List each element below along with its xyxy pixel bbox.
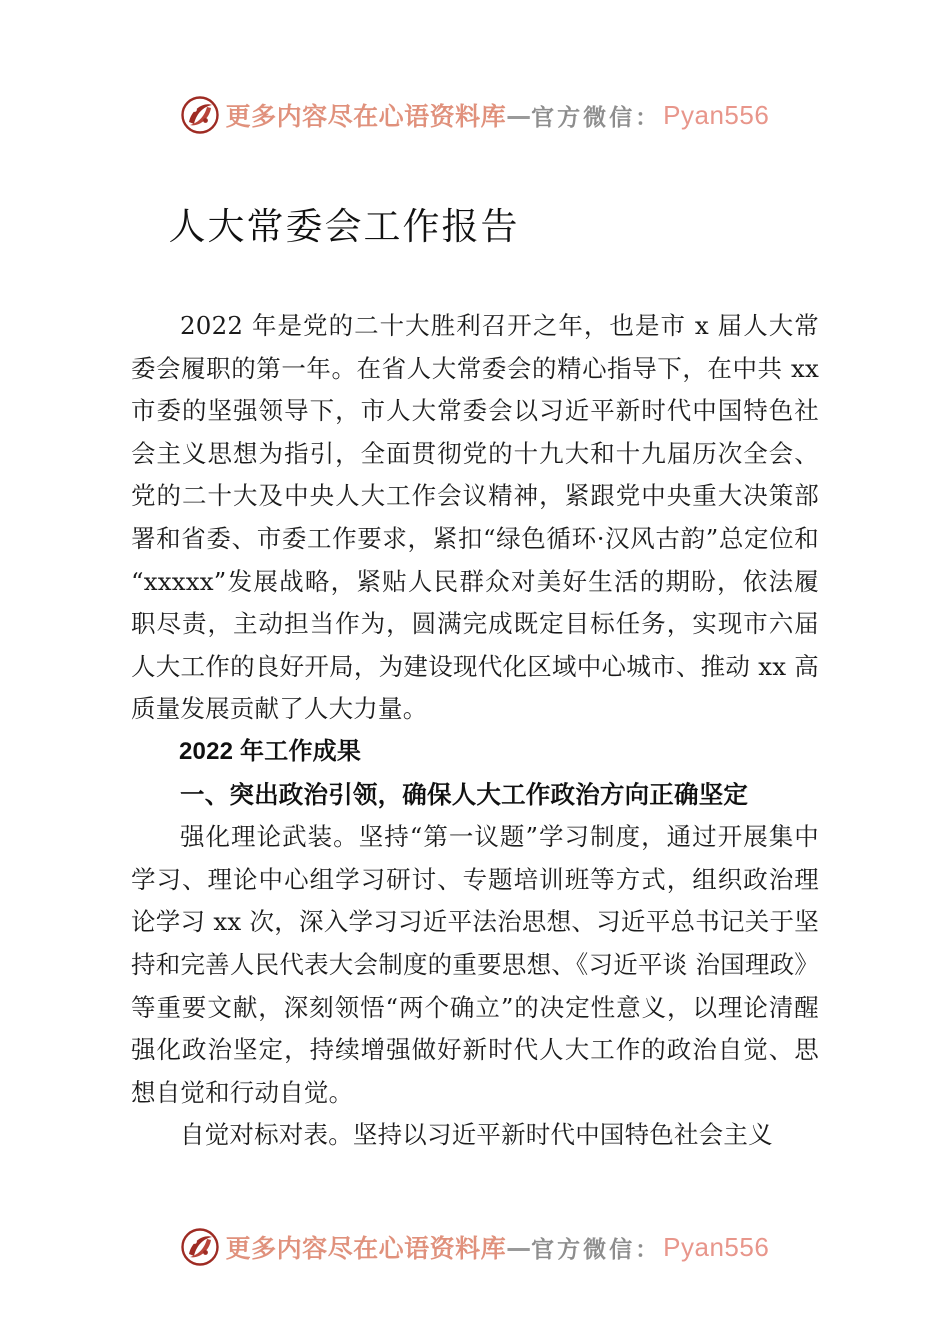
watermark-secondary-text: 官方微信： bbox=[531, 1235, 662, 1263]
watermark-wechat-account: Pyan556 bbox=[663, 99, 770, 130]
page-title: 人大常委会工作报告 bbox=[168, 205, 520, 248]
content-column bbox=[131, 305, 819, 1157]
watermark-secondary-text: 官方微信： bbox=[531, 103, 662, 131]
paragraph-theory-study: 强化理论武装。坚持“第一议题”学习制度，通过开展集中学习、理论中心组学习研讨、专题培训班等方式，组织政治理论学习 xx 次，深入学习习近平法治思想、习近平总书记关于坚持和完善人民代表大会制度的重要思想、《习近平谈 治国理政》等重要文献，深刻领悟“两个确立”的决定性意义，以理论清醒强化政治坚定，持续增强做好新时代人大工作的政治自觉、思想自觉和行动自觉。 bbox=[131, 822, 819, 1107]
paragraph-benchmarking: 自觉对标对表。坚持以习近平新时代中国特色社会主义 bbox=[180, 1120, 773, 1150]
watermark-dash: — bbox=[506, 1232, 532, 1262]
circular-seal-logo-icon bbox=[181, 1228, 219, 1266]
watermark-banner-top bbox=[0, 96, 950, 134]
heading-section-one: 一、突出政治引领，确保人大工作政治方向正确坚定 bbox=[180, 779, 749, 809]
watermark-banner-bottom bbox=[0, 1228, 950, 1266]
watermark-primary-text: 更多内容尽在心语资料库 bbox=[225, 1234, 507, 1263]
paragraph-intro: 2022 年是党的二十大胜利召开之年，也是市 x 届人大常委会履职的第一年。在省人大常委会的精心指导下，在中共 xx 市委的坚强领导下，市人大常委会以习近平新时代中国特色社会主义思想为指引，全面贯彻党的十九大和十九届历次全会、党的二十大及中央人大工作会议精神，紧跟党中央重大决策部署和省委、市委工作要求，紧扣“绿色循环·汉风古韵”总定位和“xxxxx”发展战略，紧贴人民群众对美好生活的期盼，依法履职尽责，主动担当作为，圆满完成既定目标任务，实现市六届人大工作的良好开局，为建设现代化区域中心城市、推动 xx 高质量发展贡献了人大力量。 bbox=[131, 311, 819, 724]
heading-year-results: 2022 年工作成果 bbox=[179, 737, 362, 765]
circular-seal-logo-icon bbox=[181, 96, 219, 134]
watermark-dash: — bbox=[506, 100, 532, 130]
watermark-wechat-account: Pyan556 bbox=[663, 1231, 770, 1262]
watermark-primary-text: 更多内容尽在心语资料库 bbox=[225, 102, 507, 131]
